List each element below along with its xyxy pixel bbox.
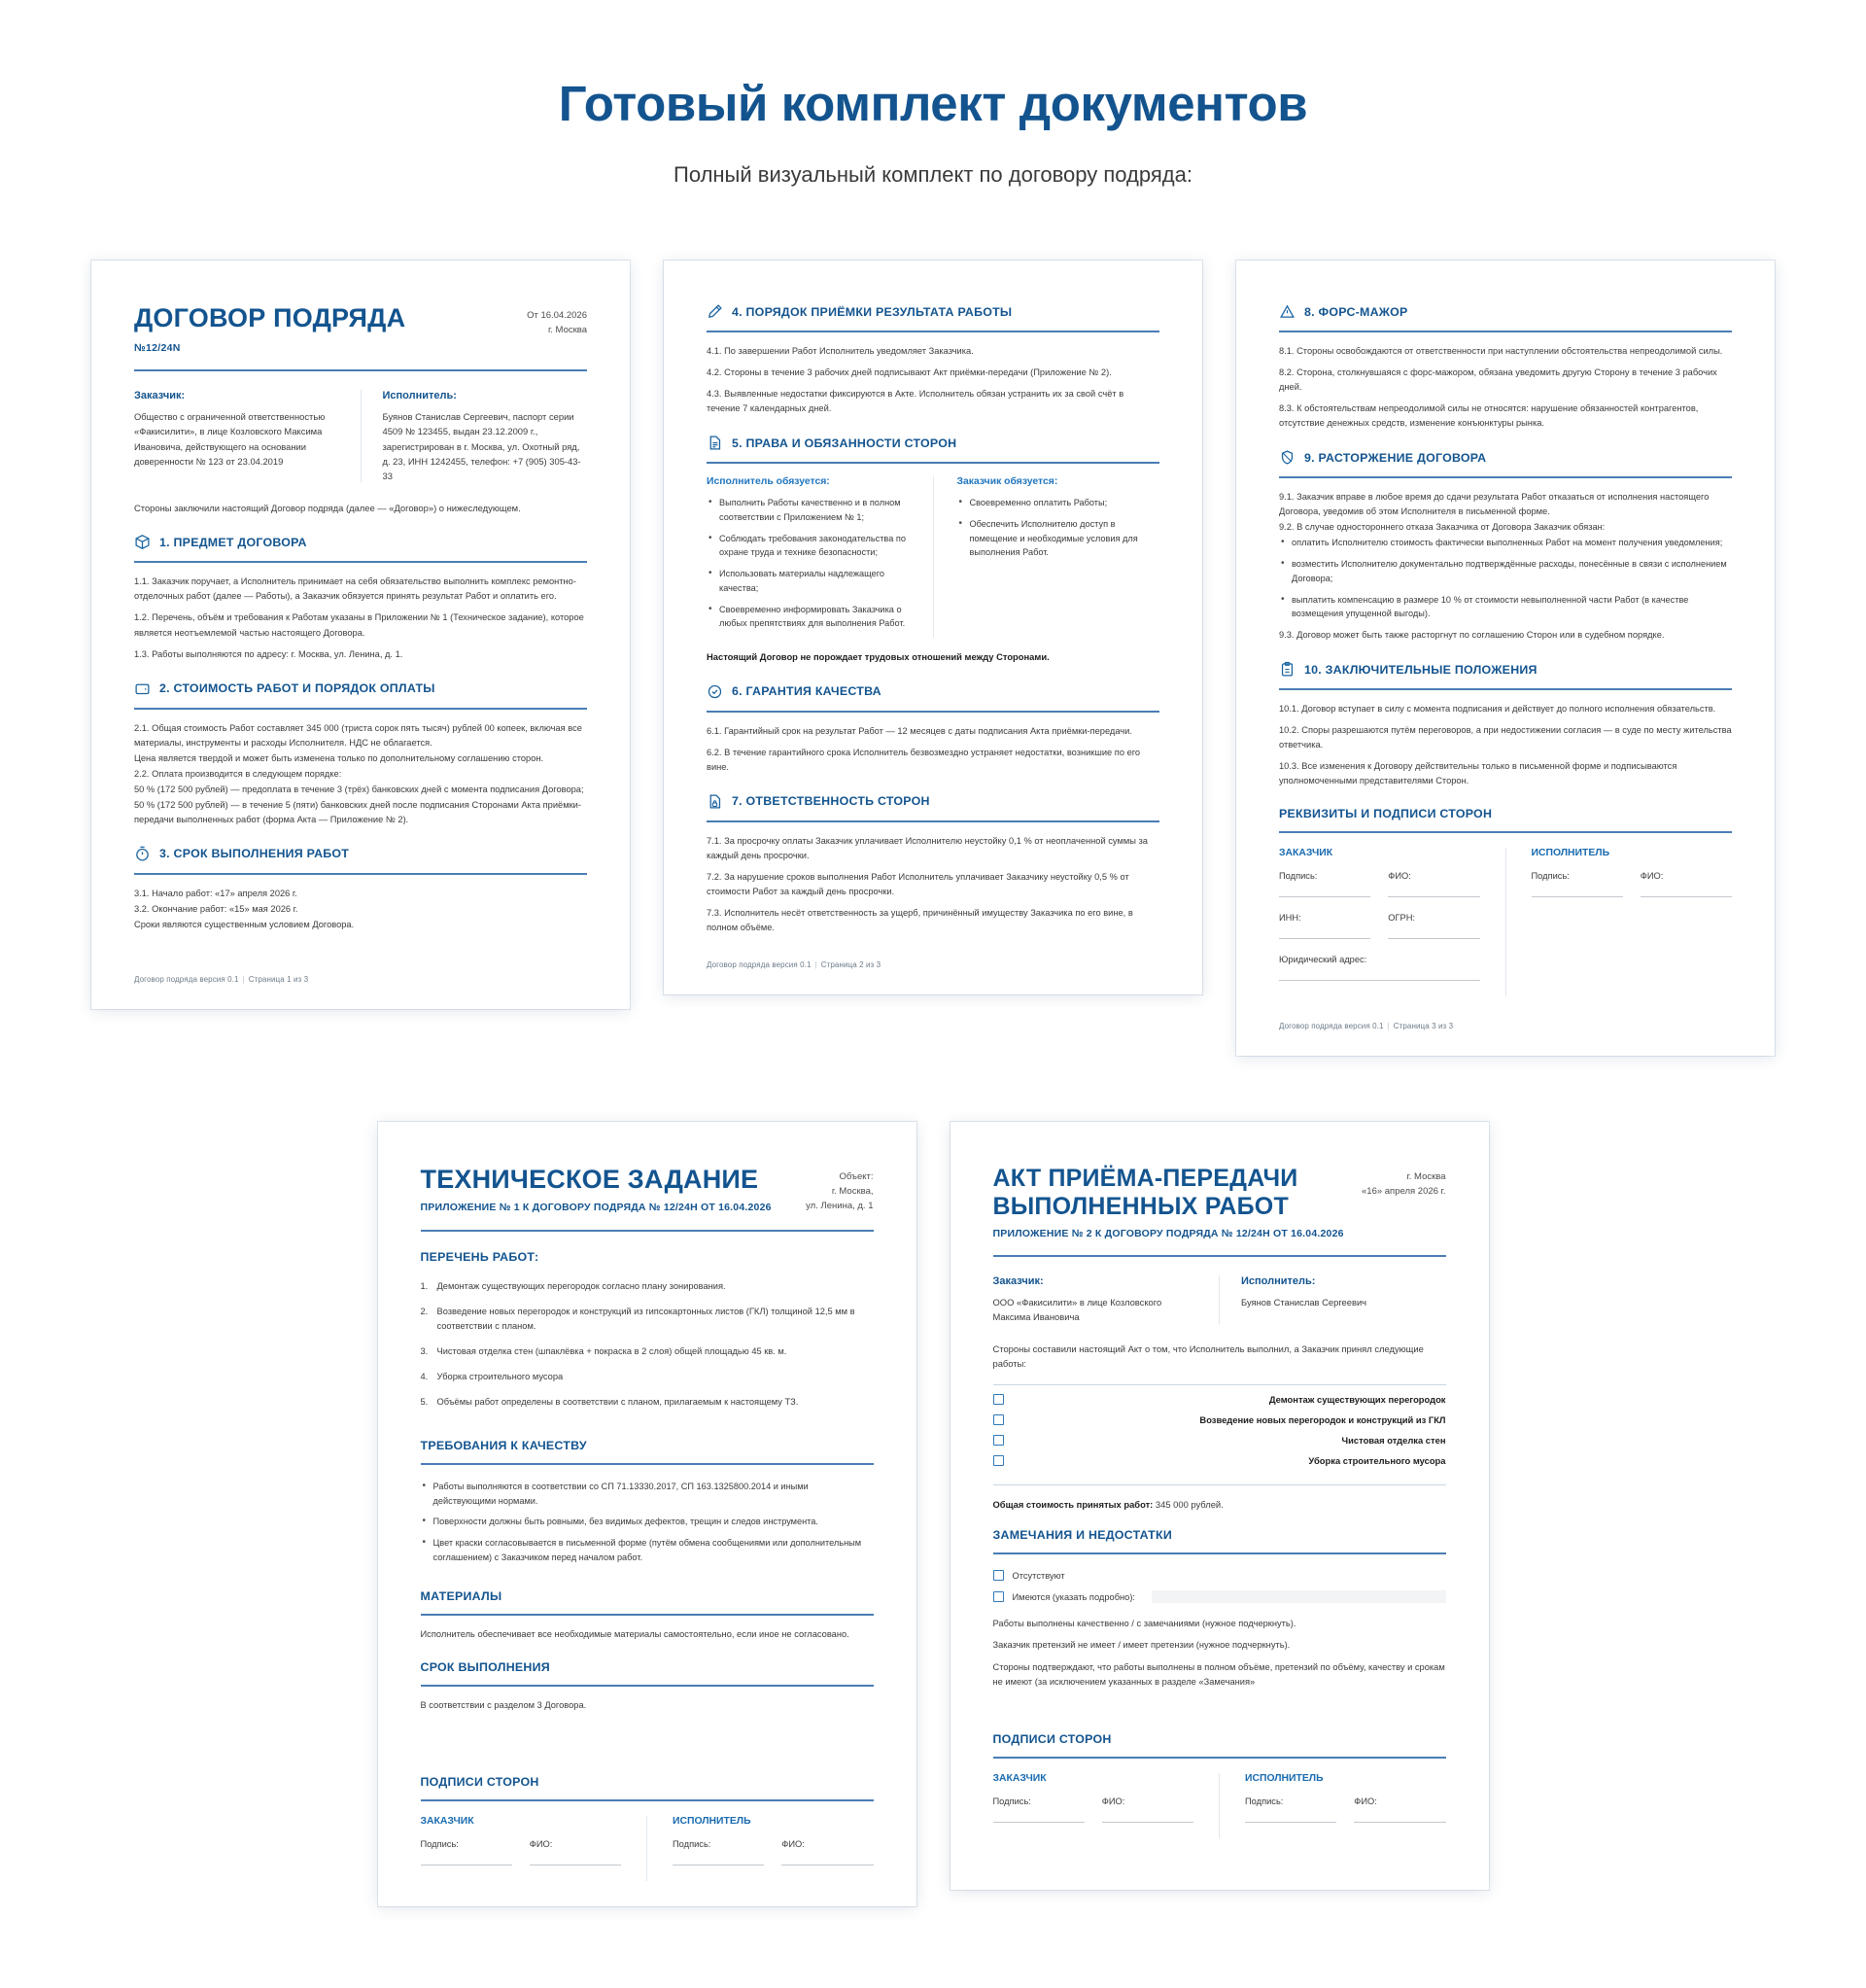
- act-remarks-block: [993, 1528, 1446, 1689]
- section-warranty: [707, 683, 1159, 775]
- act-contractor-head: ИСПОЛНИТЕЛЬ: [1245, 1772, 1324, 1784]
- spec-materials-block: [421, 1589, 874, 1642]
- document-icon: [707, 435, 723, 451]
- table-row[interactable]: [993, 1450, 1446, 1471]
- section-liability-title: 7. ОТВЕТСТВЕННОСТЬ СТОРОН: [732, 794, 930, 809]
- customer-signature-field[interactable]: [993, 1796, 1085, 1823]
- section-rights-title: 5. ПРАВА И ОБЯЗАННОСТИ СТОРОН: [732, 436, 957, 450]
- requisites-customer: [1279, 848, 1480, 996]
- section-rights: [707, 435, 1159, 664]
- list-item: • Работы выполняются в соответствии со СП 71.13330.2017, СП 163.1325800.2014 и иными действующими нормами.: [421, 1480, 874, 1508]
- clause-9-2: 9.2. В случае одностороннего отказа Заказчика от Договора Заказчик обязан:: [1279, 522, 1606, 533]
- section-divider: [707, 462, 1159, 464]
- act-divider: [993, 1484, 1446, 1485]
- field-underline: [673, 1865, 764, 1866]
- customer-signature-field[interactable]: [421, 1839, 512, 1866]
- field-label: ФИО:: [781, 1839, 805, 1850]
- title-divider: [421, 1230, 874, 1232]
- field-underline: [1388, 938, 1479, 939]
- list-item: • выплатить компенсацию в размере 10 % от стоимости невыполненной части Работ (в качестве возмещения упущенной выгоды).: [1279, 593, 1732, 621]
- document-card-acceptance-act[interactable]: [950, 1122, 1489, 1890]
- section-subject: [134, 534, 587, 661]
- document-footer: Договор подряда версия 0.1 | Страница 3 из 3: [1279, 1022, 1454, 1031]
- signature-row: [1245, 1796, 1446, 1823]
- list-item: • Выполнить Работы качественно и в полном соответствии с Приложением № 1;: [707, 496, 910, 524]
- act-note-2: Заказчик претензий не имеет / имеет претензии (нужное подчеркнуть).: [992, 1640, 1291, 1651]
- spec-signature-columns: [421, 1816, 874, 1881]
- spec-signatures-title: ПОДПИСИ СТОРОН: [420, 1775, 539, 1790]
- spec-object-street: ул. Ленина, д. 1: [806, 1200, 874, 1211]
- documents-row-bottom: [0, 1122, 1866, 1906]
- contractor-obligations-head: Исполнитель обязуется:: [707, 476, 830, 488]
- field-label: Подпись:: [420, 1839, 459, 1850]
- section-divider: [707, 711, 1159, 713]
- section-divider: [993, 1757, 1446, 1759]
- clause-2-1-note: Цена является твердой и может быть изменена только по дополнительному соглашению сторон.: [134, 752, 544, 763]
- spec-term-body: [421, 1698, 874, 1713]
- spec-signature-customer: [421, 1816, 622, 1881]
- section-acceptance: [707, 303, 1159, 416]
- work-name: Уборка строительного мусора: [1308, 1455, 1446, 1467]
- clause-10-2: 10.2. Споры разрешаются путём переговоров, а при недостижении согласия — в суде по месту жительства ответчика.: [1279, 725, 1732, 750]
- contractor-obligations-list: [707, 496, 910, 631]
- remark-details-input[interactable]: [1152, 1590, 1445, 1603]
- section-divider: [1279, 476, 1732, 478]
- spec-works-list: [421, 1279, 874, 1410]
- clause-2-2-a: 50 % (172 500 рублей) — предоплата в течение 3 (трёх) банковских дней с момента подписания Договора;: [134, 784, 584, 794]
- section-price-body: [134, 721, 587, 827]
- customer-obligations-head: Заказчик обязуется:: [956, 476, 1058, 488]
- pen-icon: [707, 303, 723, 320]
- act-signatures-block: [993, 1732, 1446, 1838]
- act-title-line-2: ВЫПОЛНЕННЫХ РАБОТ: [992, 1193, 1289, 1221]
- field-underline: [1102, 1822, 1193, 1823]
- section-liability-body: [707, 834, 1159, 935]
- document-lock-icon: [707, 793, 723, 810]
- contractor-signature-field[interactable]: [1245, 1796, 1336, 1823]
- clause-2-2-b: 50 % (172 500 рублей) — в течение 5 (пяти) банковских дней после подписания Сторонами Акта приёмки-передачи выполненных работ (форма Акта — Приложение № 2).: [134, 799, 581, 824]
- act-total-label: Общая стоимость принятых работ:: [992, 1499, 1154, 1511]
- title-divider: [993, 1255, 1446, 1257]
- section-force-majeure-body: [1279, 344, 1732, 431]
- table-row[interactable]: [993, 1430, 1446, 1450]
- section-divider: [1279, 688, 1732, 690]
- customer-fio-field[interactable]: [530, 1839, 621, 1866]
- contract-city: г. Москва: [547, 324, 587, 335]
- list-item: • Своевременно оплатить Работы;: [957, 496, 1160, 510]
- remark-option-none[interactable]: [993, 1570, 1446, 1581]
- contractor-obligations: [707, 476, 910, 638]
- list-item: • Соблюдать требования законодательства по охране труда и технике безопасности;: [707, 532, 910, 560]
- section-divider: [421, 1463, 874, 1465]
- clause-8-3: 8.3. К обстоятельствам непреодолимой силы не относятся: нарушение обязанностей контрагентов, отсутствие денежных средств, изменение конъюнктуры рынка.: [1279, 403, 1699, 429]
- field-label: Подпись:: [992, 1796, 1031, 1806]
- requisites-row: [1279, 913, 1480, 939]
- customer-fio-field[interactable]: [1102, 1796, 1193, 1823]
- customer-fio-field[interactable]: [1388, 871, 1479, 897]
- customer-label: Заказчик:: [992, 1274, 1044, 1287]
- spec-signature-contractor: [646, 1816, 874, 1881]
- signature-row: [673, 1839, 874, 1866]
- section-final-title: 10. ЗАКЛЮЧИТЕЛЬНЫЕ ПОЛОЖЕНИЯ: [1304, 662, 1538, 677]
- section-acceptance-title: 4. ПОРЯДОК ПРИЁМКИ РЕЗУЛЬТАТА РАБОТЫ: [732, 304, 1013, 319]
- clause-3-2: 3.2. Окончание работ: «15» мая 2026 г.: [134, 903, 298, 914]
- clause-10-3: 10.3. Все изменения к Договору действительны только в письменной форме и подписываются уполномоченными представителями Сторон.: [1279, 761, 1677, 786]
- spec-subtitle: ПРИЛОЖЕНИЕ № 1 К ДОГОВОРУ ПОДРЯДА № 12/24Н ОТ 16.04.2026: [420, 1202, 772, 1214]
- document-footer: Договор подряда версия 0.1 | Страница 2 из 3: [707, 960, 881, 970]
- clause-1-3: 1.3. Работы выполняются по адресу: г. Москва, ул. Ленина, д. 1.: [134, 648, 403, 659]
- section-liability: [707, 793, 1159, 935]
- list-item: Объёмы работ определены в соответствии с планом, прилагаемым к настоящему ТЗ.: [436, 1396, 799, 1407]
- contract-title: ДОГОВОР ПОДРЯДА: [134, 303, 406, 333]
- customer-ogrn-field[interactable]: [1388, 913, 1479, 939]
- list-item: • Своевременно информировать Заказчика о любых препятствиях для выполнения Работ.: [707, 603, 910, 631]
- act-title-row: [993, 1165, 1446, 1239]
- spec-works-block: [421, 1250, 874, 1420]
- field-underline: [421, 1865, 512, 1866]
- field-underline: [1279, 980, 1480, 981]
- remark-checkbox[interactable]: [993, 1570, 1004, 1581]
- contractor-label: Исполнитель:: [1241, 1274, 1316, 1287]
- requisites-title: РЕКВИЗИТЫ И ПОДПИСИ СТОРОН: [1279, 807, 1493, 821]
- requisites-block: [1279, 807, 1732, 996]
- document-card-contract-page-3[interactable]: [1236, 261, 1775, 1056]
- badge-check-icon: [707, 683, 723, 700]
- spec-works-body: [421, 1279, 874, 1410]
- section-warranty-body: [707, 724, 1159, 775]
- section-divider: [707, 331, 1159, 332]
- field-underline: [781, 1865, 873, 1866]
- party-customer: [134, 390, 339, 483]
- section-warranty-head: [707, 683, 1159, 700]
- footer-page: Страница 3 из 3: [1393, 1022, 1454, 1031]
- clause-3-note: Сроки являются существенным условием Договора.: [134, 920, 355, 930]
- page-title: Готовый комплект документов: [558, 76, 1308, 131]
- contract-lead: Стороны заключили настоящий Договор подряда (далее — «Договор») о нижеследующем.: [134, 503, 521, 514]
- signature-row: [993, 1796, 1194, 1823]
- act-city: г. Москва: [1406, 1171, 1446, 1183]
- spec-title-row: [421, 1165, 874, 1213]
- clause-2-2: 2.2. Оплата производится в следующем порядке:: [134, 768, 342, 779]
- spec-term-text: В соответствии с разделом 3 Договора.: [420, 1700, 587, 1711]
- clause-7-3: 7.3. Исполнитель несёт ответственность за ущерб, причинённый имуществу Заказчика по его вине, в полном объёме.: [707, 907, 1133, 932]
- party-contractor: [361, 390, 588, 483]
- spec-signatures-block: [421, 1775, 874, 1881]
- field-label: ФИО:: [1354, 1796, 1377, 1806]
- section-price: [134, 680, 587, 827]
- clipboard-icon: [1279, 661, 1296, 678]
- list-item: • Цвет краски согласовывается в письменной форме (путём обмена сообщениями или дополнительным соглашением) с Заказчиком перед началом работ.: [421, 1536, 874, 1564]
- act-divider: [993, 1384, 1446, 1385]
- section-termination-body: [1279, 490, 1732, 643]
- clause-3-1: 3.1. Начало работ: «17» апреля 2026 г.: [134, 888, 297, 898]
- act-signature-columns: [993, 1773, 1446, 1838]
- act-remarks-body: [993, 1617, 1446, 1689]
- contractor-fio-field[interactable]: [1354, 1796, 1445, 1823]
- field-label: ФИО:: [1388, 871, 1411, 882]
- list-item: Чистовая отделка стен (шпаклёвка + покраска в 2 слоя) общей площадью 45 кв. м.: [436, 1345, 787, 1356]
- requisites-customer-head: ЗАКАЗЧИК: [1279, 848, 1333, 859]
- clause-4-3: 4.3. Выявленные недостатки фиксируются в Акте. Исполнитель обязан устранить их за свой счёт в течение 7 календарных дней.: [707, 389, 1124, 414]
- act-customer-head: ЗАКАЗЧИК: [992, 1772, 1047, 1784]
- section-term-body: [134, 887, 587, 932]
- section-force-majeure-head: [1279, 303, 1732, 320]
- section-final-head: [1279, 661, 1732, 678]
- title-divider: [134, 369, 587, 371]
- field-underline: [1279, 938, 1370, 939]
- work-checkbox[interactable]: [993, 1394, 1004, 1405]
- requisites-contractor-head: ИСПОЛНИТЕЛЬ: [1531, 848, 1610, 859]
- section-acceptance-body: [707, 344, 1159, 416]
- contract-parties: [134, 390, 587, 483]
- section-warranty-title: 6. ГАРАНТИЯ КАЧЕСТВА: [732, 684, 881, 699]
- section-divider: [1279, 831, 1732, 833]
- act-total-value: 345 000 рублей.: [1155, 1499, 1224, 1511]
- act-meta: [1362, 1165, 1446, 1199]
- work-checkbox[interactable]: [993, 1414, 1004, 1425]
- spec-contractor-head: ИСПОЛНИТЕЛЬ: [673, 1816, 751, 1828]
- field-label: ИНН:: [1279, 913, 1301, 924]
- act-date: «16» апреля 2026 г.: [1362, 1186, 1446, 1198]
- section-liability-head: [707, 793, 1159, 810]
- section-acceptance-head: [707, 303, 1159, 320]
- wallet-icon: [134, 680, 151, 697]
- clause-1-2: 1.2. Перечень, объём и требования к Работам указаны в Приложении № 1 (Техническое задание), которое является неотъемлемой частью настоящего Договора.: [134, 612, 584, 638]
- spec-quality-title: ТРЕБОВАНИЯ К КАЧЕСТВУ: [420, 1438, 587, 1452]
- footer-page: Страница 2 из 3: [820, 960, 881, 970]
- field-label: ФИО:: [1101, 1796, 1125, 1806]
- field-underline: [1354, 1822, 1445, 1823]
- section-divider: [134, 561, 587, 563]
- customer-inn-field[interactable]: [1279, 913, 1370, 939]
- section-termination-head: [1279, 449, 1732, 466]
- section-divider: [707, 820, 1159, 822]
- clause-6-1: 6.1. Гарантийный срок на результат Работ — 12 месяцев с даты подписания Акта приёмки-передачи.: [707, 725, 1132, 736]
- section-term-title: 3. СРОК ВЫПОЛНЕНИЯ РАБОТ: [159, 847, 350, 861]
- field-underline: [993, 1822, 1085, 1823]
- section-divider: [421, 1685, 874, 1687]
- field-label: Подпись:: [1531, 871, 1570, 882]
- spec-materials-text: Исполнитель обеспечивает все необходимые материалы самостоятельно, если иное не согласовано.: [420, 1629, 849, 1640]
- footer-page: Страница 1 из 3: [248, 975, 309, 985]
- customer-label: Заказчик:: [134, 390, 186, 402]
- act-remarks-options: [993, 1570, 1446, 1603]
- field-underline: [1279, 896, 1370, 897]
- act-signature-customer: [993, 1773, 1194, 1838]
- work-name: Демонтаж существующих перегородок: [1268, 1394, 1446, 1406]
- contractor-fio-field[interactable]: [781, 1839, 873, 1866]
- act-note-3: Стороны подтверждают, что работы выполнены в полном объёме, претензий по объёму, качеству и срокам не имеют (за исключением указанных в разделе «Замечания»: [992, 1661, 1445, 1687]
- section-termination: [1279, 449, 1732, 643]
- contractor-label: Исполнитель:: [382, 390, 457, 402]
- document-card-contract-page-2[interactable]: [664, 261, 1202, 994]
- documents-row-top: [0, 261, 1866, 1056]
- clause-6-2: 6.2. В течение гарантийного срока Исполнитель безвозмездно устраняет недостатки, возникшие по его вине.: [707, 747, 1141, 772]
- document-card-contract-page-1[interactable]: [91, 261, 630, 1009]
- field-underline: [1532, 896, 1623, 897]
- spec-term-title: СРОК ВЫПОЛНЕНИЯ: [420, 1660, 550, 1675]
- list-item: Уборка строительного мусора: [436, 1371, 564, 1381]
- field-underline: [530, 1865, 621, 1866]
- section-divider: [134, 708, 587, 710]
- section-term-head: [134, 846, 587, 862]
- table-row[interactable]: [993, 1410, 1446, 1430]
- section-rights-head: [707, 435, 1159, 451]
- field-underline: [1388, 896, 1479, 897]
- obligations-columns: [707, 476, 1159, 638]
- document-card-technical-spec[interactable]: [378, 1122, 916, 1906]
- act-signatures-title: ПОДПИСИ СТОРОН: [992, 1731, 1112, 1746]
- clause-8-2: 8.2. Сторона, столкнувшаяся с форс-мажором, обязана уведомить другую Сторону в течение 3 рабочих дней.: [1279, 367, 1717, 393]
- section-divider: [134, 873, 587, 875]
- clause-10-1: 10.1. Договор вступает в силу с момента подписания и действует до полного исполнения обязательств.: [1279, 704, 1716, 715]
- requisites-row: [1279, 871, 1480, 897]
- contract-title-row: [134, 303, 587, 354]
- work-checkbox[interactable]: [993, 1455, 1004, 1466]
- field-label: Подпись:: [1279, 871, 1318, 882]
- list-item: Демонтаж существующих перегородок согласно плану зонирования.: [436, 1280, 726, 1291]
- requisites-columns: [1279, 848, 1732, 996]
- clause-9-1: 9.1. Заказчик вправе в любое время до сдачи результата Работ отказаться от исполнения настоящего Договора, уведомив об этом Исполнителя в письменной форме.: [1279, 492, 1710, 517]
- requisites-contractor: [1505, 848, 1733, 996]
- remark-label: Отсутствуют: [1012, 1570, 1065, 1581]
- customer-details: Общество с ограниченной ответственностью «Факисилити», в лице Козловского Максима Ивановича, действующего на основании доверенности № 123 от 23.04.2019: [134, 411, 326, 467]
- customer-address-field[interactable]: [1279, 955, 1480, 981]
- section-divider: [421, 1614, 874, 1616]
- party-contractor: [1219, 1275, 1446, 1324]
- section-term: [134, 846, 587, 932]
- spec-term-block: [421, 1660, 874, 1713]
- party-customer: [993, 1275, 1198, 1324]
- list-item: • Поверхности должны быть ровными, без видимых дефектов, трещин и следов инструмента.: [421, 1515, 874, 1529]
- list-item: • оплатить Исполнителю стоимость фактически выполненных Работ на момент получения уведомления;: [1279, 536, 1732, 550]
- act-works-checklist: [993, 1389, 1446, 1471]
- contractor-signature-field[interactable]: [673, 1839, 764, 1866]
- section-force-majeure: [1279, 303, 1732, 431]
- contractor-details: Буянов Станислав Сергеевич, паспорт серии 4509 № 123455, выдан 23.12.2009 г., зарегистрирован в г. Москва, ул. Охотный ряд, д. 23, ИНН 1242455, телефон: +7 (905) 305-43-33: [382, 411, 581, 482]
- spec-materials-body: [421, 1627, 874, 1642]
- spec-title: ТЕХНИЧЕСКОЕ ЗАДАНИЕ: [420, 1165, 759, 1195]
- work-checkbox[interactable]: [993, 1435, 1004, 1446]
- clause-9-3: 9.3. Договор может быть также расторгнут по соглашению Сторон или в судебном порядке.: [1279, 630, 1665, 641]
- customer-obligations-list: [957, 496, 1160, 560]
- act-subtitle: ПРИЛОЖЕНИЕ № 2 К ДОГОВОРУ ПОДРЯДА № 12/24Н ОТ 16.04.2026: [992, 1227, 1344, 1239]
- section-divider: [993, 1552, 1446, 1554]
- contractor-details: Буянов Станислав Сергеевич: [1241, 1296, 1367, 1308]
- list-item: • Обеспечить Исполнителю доступ в помещение и необходимые условия для выполнения Работ.: [957, 517, 1160, 560]
- field-underline: [1641, 896, 1732, 897]
- field-label: ФИО:: [529, 1839, 553, 1850]
- section-force-majeure-title: 8. ФОРС-МАЖОР: [1304, 304, 1408, 319]
- act-parties: [993, 1275, 1446, 1324]
- field-label: ФИО:: [1640, 871, 1664, 882]
- act-note-1: Работы выполнены качественно / с замечаниями (нужное подчеркнуть).: [992, 1619, 1296, 1629]
- cube-icon: [134, 534, 151, 550]
- shield-icon: [1279, 449, 1296, 466]
- spec-object-label: Объект:: [839, 1171, 874, 1183]
- termination-obligations-list: [1279, 536, 1732, 621]
- list-item: • Использовать материалы надлежащего качества;: [707, 567, 910, 595]
- contract-date: От 16.04.2026: [527, 310, 587, 322]
- contractor-signature-field[interactable]: [1532, 871, 1623, 897]
- footer-version: Договор подряда версия 0.1: [134, 975, 239, 985]
- spec-customer-head: ЗАКАЗЧИК: [420, 1816, 474, 1828]
- clause-4-1: 4.1. По завершении Работ Исполнитель уведомляет Заказчика.: [707, 346, 974, 357]
- document-footer: Договор подряда версия 0.1 | Страница 1 из 3: [134, 975, 309, 985]
- remark-checkbox[interactable]: [993, 1591, 1004, 1602]
- clause-2-1: 2.1. Общая стоимость Работ составляет 345 000 (триста сорок пять тысяч) рублей 00 копеек, включая все материалы, инструменты и расходы Исполнителя. НДС не облагается.: [134, 722, 582, 748]
- list-item: • возместить Исполнителю документально подтверждённые расходы, понесённые в связи с исполнением Договора;: [1279, 557, 1732, 585]
- remark-label: Имеются (указать подробно):: [1012, 1591, 1136, 1602]
- spec-materials-title: МАТЕРИАЛЫ: [420, 1589, 502, 1604]
- labour-relations-note: Настоящий Договор не порождает трудовых отношений между Сторонами.: [707, 651, 1050, 663]
- section-termination-title: 9. РАСТОРЖЕНИЕ ДОГОВОРА: [1304, 450, 1487, 465]
- spec-works-title: ПЕРЕЧЕНЬ РАБОТ:: [420, 1249, 539, 1264]
- signature-row: [421, 1839, 622, 1866]
- remark-option-present[interactable]: [993, 1590, 1446, 1603]
- clause-4-2: 4.2. Стороны в течение 3 рабочих дней подписывают Акт приёмки-передачи (Приложение № 2).: [707, 367, 1112, 378]
- field-label: Подпись:: [673, 1839, 711, 1850]
- customer-details: ООО «Факисилити» в лице Козловского Максима Ивановича: [992, 1296, 1162, 1323]
- act-remarks-title: ЗАМЕЧАНИЯ И НЕДОСТАТКИ: [992, 1528, 1172, 1543]
- hero-section: [0, 0, 1866, 188]
- contract-number: №12/24N: [134, 342, 181, 355]
- requisites-row: [1532, 871, 1733, 897]
- section-final: [1279, 661, 1732, 788]
- table-row[interactable]: [993, 1389, 1446, 1410]
- field-label: Юридический адрес:: [1279, 955, 1367, 965]
- list-item: Возведение новых перегородок и конструкций из гипсокартонных листов (ГКЛ) толщиной 12,5 мм в соответствии с планом.: [436, 1306, 855, 1331]
- field-underline: [1245, 1822, 1336, 1823]
- section-divider: [1279, 331, 1732, 332]
- work-name: Возведение новых перегородок и конструкций из ГКЛ: [1199, 1414, 1446, 1426]
- spec-object-city: г. Москва,: [831, 1186, 874, 1198]
- act-signature-contractor: [1219, 1773, 1446, 1838]
- work-name: Чистовая отделка стен: [1341, 1435, 1446, 1447]
- requisites-row: [1279, 955, 1480, 981]
- footer-version: Договор подряда версия 0.1: [1279, 1022, 1384, 1031]
- contract-meta: [527, 303, 587, 337]
- page-subtitle: Полный визуальный комплект по договору подряда:: [674, 162, 1192, 188]
- clause-7-2: 7.2. За нарушение сроков выполнения Работ Исполнитель уплачивает Заказчику неустойку 0,5 % от стоимости Работ за каждый день просрочки.: [707, 871, 1129, 896]
- clause-1-1: 1.1. Заказчик поручает, а Исполнитель принимает на себя обязательство выполнить комплекс ремонтно-отделочных работ (далее — Работы), а Заказчик обязуется принять результат Работ и оплатить его.: [134, 576, 576, 602]
- section-price-title: 2. СТОИМОСТЬ РАБОТ И ПОРЯДОК ОПЛАТЫ: [159, 681, 435, 696]
- spec-meta: [806, 1165, 873, 1213]
- field-label: Подпись:: [1245, 1796, 1284, 1806]
- spec-quality-block: [421, 1439, 874, 1572]
- section-subject-title: 1. ПРЕДМЕТ ДОГОВОРА: [159, 535, 307, 549]
- customer-signature-field[interactable]: [1279, 871, 1370, 897]
- section-divider: [421, 1799, 874, 1801]
- customer-obligations: [933, 476, 1160, 638]
- timer-icon: [134, 846, 151, 862]
- section-final-body: [1279, 702, 1732, 788]
- section-subject-body: [134, 575, 587, 661]
- clause-7-1: 7.1. За просрочку оплаты Заказчик уплачивает Исполнителю неустойку 0,1 % от неоплаченной суммы за каждый день просрочки.: [707, 835, 1148, 860]
- act-title-line-1: АКТ ПРИЁМА-ПЕРЕДАЧИ: [992, 1165, 1298, 1193]
- field-label: ОГРН:: [1388, 913, 1416, 924]
- footer-version: Договор подряда версия 0.1: [707, 960, 812, 970]
- section-price-head: [134, 680, 587, 697]
- contractor-fio-field[interactable]: [1641, 871, 1732, 897]
- clause-8-1: 8.1. Стороны освобождаются от ответственности при наступлении обстоятельства непреодолимой силы.: [1279, 346, 1723, 357]
- act-total: [993, 1499, 1446, 1510]
- spec-quality-list: [421, 1480, 874, 1565]
- section-subject-head: [134, 534, 587, 550]
- warning-icon: [1279, 303, 1296, 320]
- act-lead: Стороны составили настоящий Акт о том, что Исполнитель выполнил, а Заказчик принял следующие работы:: [992, 1343, 1424, 1370]
